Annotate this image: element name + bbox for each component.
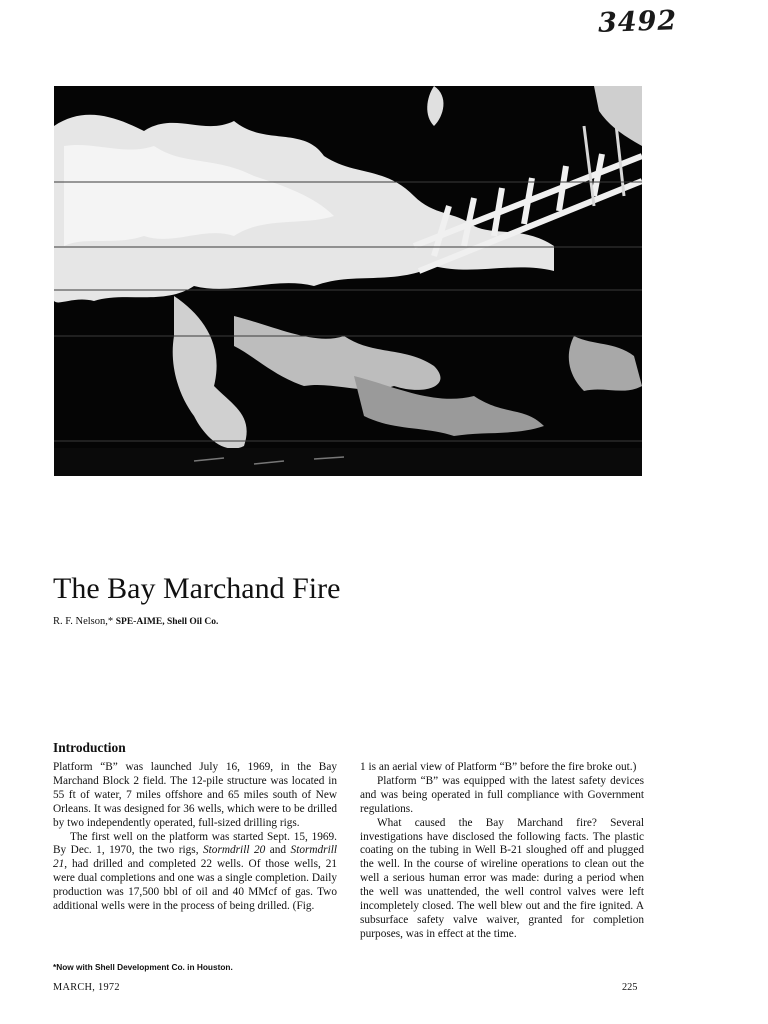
rig-name-stormdrill-20: Stormdrill 20	[203, 844, 266, 857]
author-name: R. F. Nelson,*	[53, 616, 114, 627]
author-footnote: *Now with Shell Development Co. in Houston.	[53, 962, 233, 972]
column-right	[360, 761, 644, 942]
column-left	[53, 740, 337, 914]
handwritten-page-number: 3492	[597, 5, 678, 39]
paragraph-fig-reference: 1 is an aerial view of Platform “B” before the fire broke out.)	[360, 761, 637, 773]
paragraph-intro-1: Platform “B” was launched July 16, 1969, in the Bay Marchand Block 2 field. The 12-pile structure was located in 55 ft of water, 7 miles offshore and 65 miles south of New Orleans. It was designed for 36 wells, which were to be drilled by two independently operated, full-sized drilling rigs.	[53, 761, 337, 829]
byline	[53, 616, 218, 627]
author-affiliation: SPE-AIME, Shell Oil Co.	[115, 617, 219, 627]
photo-fire-icon	[54, 86, 642, 476]
platform-fire-photo	[54, 86, 642, 476]
paragraph-safety-devices: Platform “B” was equipped with the latest safety devices and was being operated in full compliance with Government regulations.	[360, 774, 644, 815]
paragraph-fire-cause: What caused the Bay Marchand fire? Several investigations have disclosed the following facts. The plastic coating on the tubing in Well B-21 sloughed off and plugged the well. In the course of wireline operations to clean out the well a serious human error was made: during a period when the well was unattended, the well control valves were left incompletely closed. The well blew out and the fire ignited. A subsurface safety valve waiver, granted for completion purposes, was in effect at the time.	[360, 816, 644, 940]
article-title: The Bay Marchand Fire	[53, 572, 341, 605]
page-number: 225	[622, 982, 638, 993]
section-heading-introduction: Introduction	[53, 740, 126, 755]
paragraph-intro-2: The first well on the platform was started Sept. 15, 1969. By Dec. 1, 1970, the two rigs, Stormdrill 20 and Stormdrill 21, had drilled and completed 22 wells. Of those wells, 21 were dual completions and one was a single completion. Daily production was 17,500 bbl of oil and 40 MMcf of gas. Two additional wells were in the process of being drilled. (Fig.	[53, 830, 337, 913]
journal-date: MARCH, 1972	[53, 982, 120, 993]
rig-name-stormdrill-21: Stormdrill 21	[53, 844, 337, 871]
